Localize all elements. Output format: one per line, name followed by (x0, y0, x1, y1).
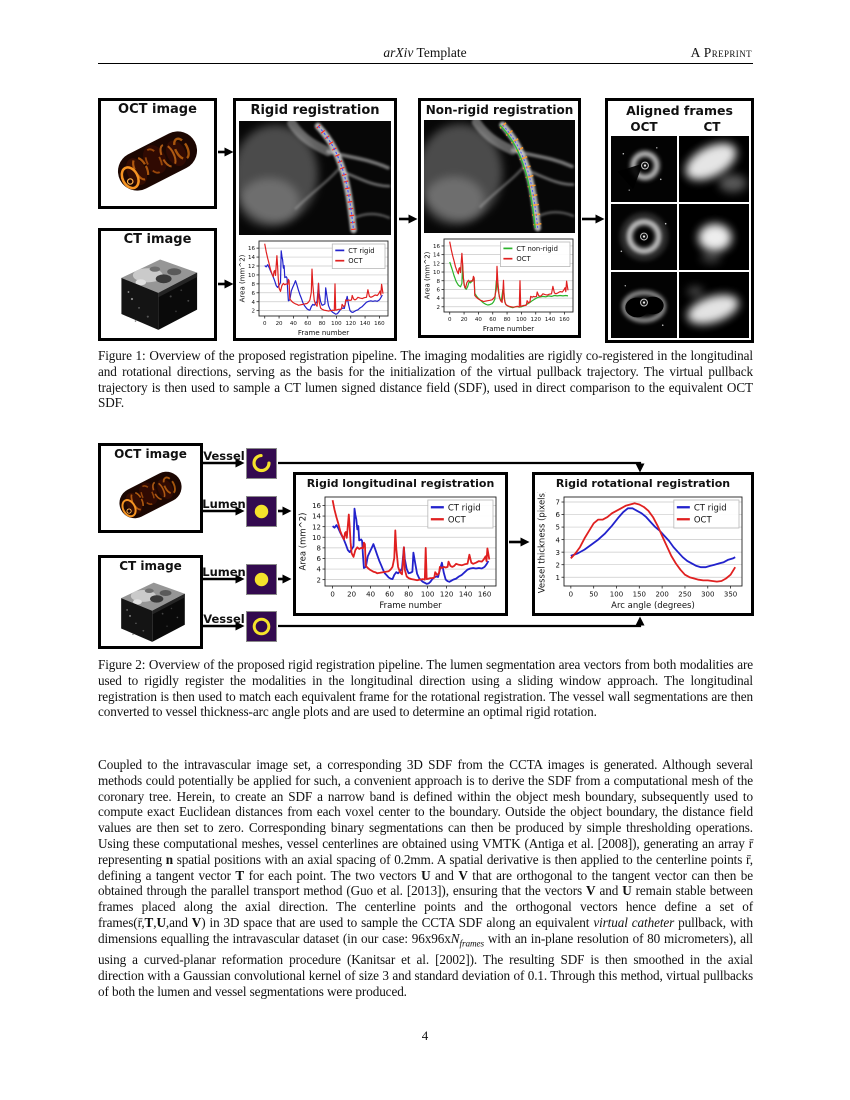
svg-text:14: 14 (433, 252, 440, 259)
ct-frame-3 (679, 272, 749, 338)
svg-text:2: 2 (316, 576, 321, 585)
svg-text:120: 120 (439, 590, 454, 599)
svg-text:0: 0 (330, 590, 335, 599)
svg-text:40: 40 (289, 321, 297, 327)
svg-text:150: 150 (632, 590, 646, 599)
svg-text:140: 140 (458, 590, 473, 599)
lumen-top-label: Lumen (202, 497, 246, 511)
svg-text:120: 120 (530, 317, 541, 323)
svg-text:6: 6 (316, 555, 321, 564)
svg-text:4: 4 (316, 565, 321, 574)
svg-text:8: 8 (316, 544, 321, 553)
fig1-ct-image-label: CT image (123, 232, 192, 247)
svg-text:2: 2 (555, 561, 560, 570)
running-title: arXiv Template (383, 45, 467, 60)
rotational-chart-title: Rigid rotational registration (555, 477, 731, 490)
svg-text:10: 10 (248, 273, 255, 280)
fig1-rigid-area-chart (238, 237, 393, 337)
svg-text:80: 80 (318, 321, 326, 327)
svg-text:6: 6 (555, 511, 560, 520)
aligned-col-oct: OCT (630, 120, 658, 134)
svg-text:Frame number: Frame number (379, 601, 442, 610)
svg-text:200: 200 (655, 590, 669, 599)
svg-text:4: 4 (251, 299, 255, 306)
oct-frame-1 (611, 136, 677, 202)
body-paragraph: Coupled to the intravascular image set, a corresponding 3D SDF from the CCTA images is generated. Although several methods could potentially be applied for such, a convenient approach is to derive the SDF from a computational mesh of the coronary tree. Herein, to create an SDF a narrow band is defined within the object mesh boundary, subsequently used to compute exact Euclidean distances from each voxel center to the boundary. Outside the object boundary, the distance field values are then set to zero. Corresponding binary segmentations can then be produced by simple thresholding operations. Using these computational meshes, vessel centerlines are obtained using VMTK (Antiga et al. [2008]), generating an array r̄ representing n spatial positions with an axial spacing of 0.2mm. A spatial derivative is then applied to the centerline points r̄, defining a tangent vector T for each point. The two vectors U and V that are orthogonal to the tangent vector can then be obtained through the parallel transport method (Guo et al. [2013]), ensuring that the vectors V and U remain stable between frames placed along the axial direction. The centerline points and the orthogonal vectors hence define a set of frames(r̄,T,U,and V) in 3D space that are used to sample the CCTA SDF along an equivalent virtual catheter pullback, with dimensions equalling the intravascular dataset (in our case: $96x96xN_{frames}$ with an in-plane resolution of 80 micrometers), all using a curved-planar reformation procedure (Kanitsar et al. [2002]). The resulting SDF is then smoothed in the axial direction with a Gaussian convolutional kernel of size 3 and standard deviation of 0.1. Through this method, virtual pullbacks of both the lumen and vessel segmentations were produced. (98, 757, 754, 999)
header-rule (98, 63, 753, 64)
page-number: 4 (421, 1028, 429, 1043)
fig1-nonrigid-area-chart (423, 235, 578, 333)
fig1-ct-image-box (98, 228, 217, 341)
svg-text:80: 80 (404, 590, 414, 599)
svg-text:4: 4 (555, 536, 560, 545)
svg-text:Vessel thickness (pixels): Vessel thickness (pixels) (537, 492, 548, 594)
ct-volume-render-small (104, 573, 199, 647)
vessel-ring-icon (247, 612, 276, 641)
svg-text:CT rigid: CT rigid (693, 503, 727, 514)
svg-text:CT rigid: CT rigid (348, 246, 375, 255)
aligned-col-ct: CT (703, 120, 721, 134)
fig2-rotational-panel (532, 472, 754, 616)
ct-lumen-segmentation (246, 564, 277, 595)
svg-text:100: 100 (609, 590, 624, 599)
vessel-crescent-icon (247, 449, 276, 478)
preprint-label: A Preprint (690, 45, 752, 60)
ct-frame-1 (679, 136, 749, 202)
figure1-caption: Figure 1: Overview of the proposed registration pipeline. The imaging modalities are rigidly co-registered in the longitudinal and rotational directions, serving as the basis for the initialization of the virtual pullback trajectory. The virtual pullback trajectory is then used to sample a CT lumen signed distance field (SDF), used in direct comparison to the equivalent OCT SDF. (98, 348, 753, 411)
fig2-oct-image-label: OCT image (114, 447, 187, 461)
fig2-ct-image-box (98, 555, 203, 649)
svg-text:Frame number: Frame number (297, 329, 350, 337)
svg-text:5: 5 (555, 523, 560, 532)
svg-text:4: 4 (436, 296, 440, 303)
svg-text:16: 16 (312, 502, 321, 511)
svg-text:6: 6 (251, 290, 255, 297)
svg-text:100: 100 (516, 317, 527, 323)
svg-text:20: 20 (347, 590, 357, 599)
vessel-top-label: Vessel (203, 449, 245, 463)
oct-pullback-render (105, 119, 210, 203)
svg-text:40: 40 (366, 590, 376, 599)
oct-lumen-segmentation (246, 496, 277, 527)
lumen-circle-icon (247, 565, 276, 594)
oct-frame-3 (611, 272, 677, 338)
svg-text:16: 16 (248, 246, 255, 253)
svg-text:50: 50 (589, 590, 599, 599)
svg-text:20: 20 (460, 317, 468, 323)
svg-text:160: 160 (559, 317, 570, 323)
svg-text:100: 100 (420, 590, 435, 599)
svg-text:60: 60 (385, 590, 395, 599)
svg-text:120: 120 (345, 321, 356, 327)
svg-text:Area (mm^2): Area (mm^2) (423, 251, 432, 300)
vessel-bottom-label: Vessel (203, 612, 245, 626)
longitudinal-chart-title: Rigid longitudinal registration (306, 477, 495, 490)
svg-text:2: 2 (251, 308, 255, 315)
svg-text:80: 80 (503, 317, 511, 323)
aligned-frames-grid (611, 136, 749, 338)
lumen-circle-icon (247, 497, 276, 526)
ct-volume-render (104, 248, 211, 336)
oct-pullback-render-small (104, 462, 197, 528)
aligned-column-headers (611, 120, 749, 134)
svg-text:140: 140 (544, 317, 556, 323)
svg-text:6: 6 (436, 287, 440, 294)
longitudinal-area-chart (298, 492, 502, 610)
svg-text:1: 1 (555, 573, 560, 582)
svg-text:20: 20 (275, 321, 283, 327)
svg-text:8: 8 (251, 281, 255, 288)
fig1-aligned-title: Aligned frames (626, 103, 733, 118)
svg-text:160: 160 (477, 590, 492, 599)
svg-text:350: 350 (723, 590, 738, 599)
oct-vessel-segmentation (246, 448, 277, 479)
fig1-aligned-panel (605, 98, 754, 343)
svg-text:OCT: OCT (447, 515, 466, 526)
svg-text:0: 0 (447, 317, 452, 323)
nonrigid-angiogram-image (424, 120, 575, 233)
svg-text:CT rigid: CT rigid (447, 503, 481, 514)
svg-text:14: 14 (312, 512, 321, 521)
svg-text:14: 14 (248, 255, 255, 262)
fig1-oct-image-box (98, 98, 217, 209)
svg-text:OCT: OCT (348, 257, 363, 266)
figure2-caption: Figure 2: Overview of the proposed rigid registration pipeline. The lumen segmentation area vectors from both modalities are used to rigidly register the modalities in the longitudinal direction using a sliding window approach. The longitudinal registration is then used to match each equivalent frame for the rotational registration. The vessel wall segmentations are then converted to vessel thickness-arc angle plots and are used to determine an optimal rigid rotation. (98, 657, 753, 720)
fig1-rigid-panel (233, 98, 397, 341)
svg-text:12: 12 (312, 523, 321, 532)
fig1-rigid-title: Rigid registration (250, 103, 380, 118)
fig2-oct-image-box (98, 443, 203, 533)
oct-frame-2 (611, 204, 677, 270)
svg-text:CT non-rigid: CT non-rigid (516, 244, 558, 253)
fig2-longitudinal-panel (293, 472, 508, 616)
ct-vessel-segmentation (246, 611, 277, 642)
svg-text:160: 160 (374, 321, 385, 327)
svg-text:250: 250 (678, 590, 692, 599)
svg-text:10: 10 (312, 533, 321, 542)
svg-text:Arc angle (degrees): Arc angle (degrees) (611, 601, 695, 610)
rotational-thickness-chart (537, 492, 748, 610)
svg-text:Area (mm^2): Area (mm^2) (238, 254, 247, 303)
svg-text:100: 100 (331, 321, 342, 327)
svg-text:40: 40 (474, 317, 482, 323)
fig2-ct-image-label: CT image (119, 559, 182, 573)
lumen-bottom-label: Lumen (202, 565, 246, 579)
fig1-oct-image-label: OCT image (118, 102, 197, 117)
svg-text:Frame number: Frame number (482, 325, 535, 333)
fig1-nonrigid-panel (418, 98, 581, 338)
svg-text:OCT: OCT (516, 255, 531, 264)
svg-text:10: 10 (433, 270, 440, 277)
svg-text:16: 16 (433, 244, 440, 251)
svg-text:Area (mm^2): Area (mm^2) (298, 512, 309, 571)
svg-text:0: 0 (568, 590, 574, 599)
svg-text:OCT: OCT (693, 515, 712, 526)
rigid-angiogram-image (239, 121, 391, 235)
svg-text:60: 60 (489, 317, 497, 323)
svg-text:300: 300 (701, 590, 715, 599)
svg-text:12: 12 (433, 261, 440, 268)
svg-text:60: 60 (304, 321, 312, 327)
svg-text:140: 140 (359, 321, 371, 327)
ct-frame-2 (679, 204, 749, 270)
svg-text:2: 2 (436, 304, 440, 311)
svg-text:12: 12 (248, 264, 255, 271)
fig1-nonrigid-title: Non-rigid registration (425, 103, 574, 117)
svg-text:7: 7 (555, 498, 560, 507)
svg-text:0: 0 (262, 321, 267, 327)
svg-text:8: 8 (436, 278, 440, 285)
svg-text:3: 3 (555, 548, 560, 557)
